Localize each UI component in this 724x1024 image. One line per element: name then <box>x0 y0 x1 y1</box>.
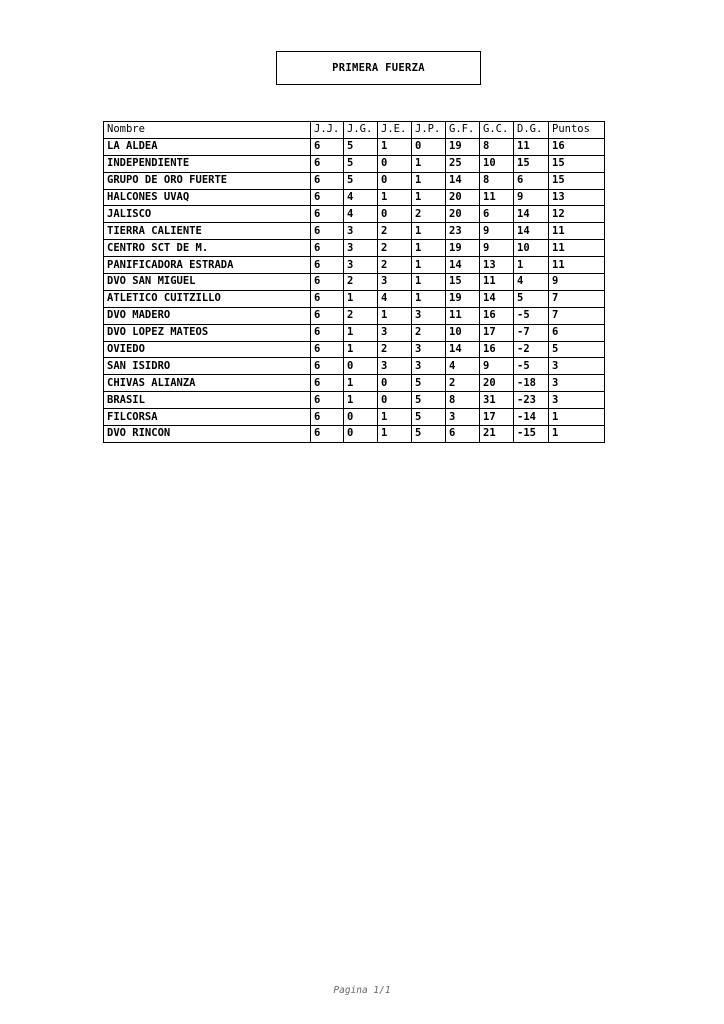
points-cell: 3 <box>549 358 605 375</box>
goals-for-cell: 6 <box>446 426 480 443</box>
goals-for-cell: 10 <box>446 324 480 341</box>
team-name-cell: ATLETICO CUITZILLO <box>104 290 311 307</box>
team-name-cell: TIERRA CALIENTE <box>104 223 311 240</box>
drawn-cell: 2 <box>378 223 412 240</box>
col-header-jg: J.G. <box>344 122 378 139</box>
table-header-row <box>104 122 605 139</box>
table-row <box>104 240 605 257</box>
lost-cell: 5 <box>412 375 446 392</box>
goals-for-cell: 4 <box>446 358 480 375</box>
goal-difference-cell: 6 <box>514 172 549 189</box>
team-name-cell: SAN ISIDRO <box>104 358 311 375</box>
table-row <box>104 307 605 324</box>
goals-for-cell: 2 <box>446 375 480 392</box>
page-title: PRIMERA FUERZA <box>276 51 481 85</box>
lost-cell: 2 <box>412 324 446 341</box>
won-cell: 0 <box>344 426 378 443</box>
points-cell: 3 <box>549 375 605 392</box>
won-cell: 4 <box>344 189 378 206</box>
won-cell: 5 <box>344 155 378 172</box>
goals-for-cell: 3 <box>446 409 480 426</box>
goal-difference-cell: -23 <box>514 392 549 409</box>
drawn-cell: 1 <box>378 426 412 443</box>
goals-for-cell: 14 <box>446 257 480 274</box>
table-row <box>104 155 605 172</box>
won-cell: 0 <box>344 358 378 375</box>
goal-difference-cell: -7 <box>514 324 549 341</box>
lost-cell: 5 <box>412 409 446 426</box>
played-cell: 6 <box>311 172 344 189</box>
col-header-gc: G.C. <box>480 122 514 139</box>
points-cell: 11 <box>549 240 605 257</box>
table-row <box>104 375 605 392</box>
table-row <box>104 341 605 358</box>
table-row <box>104 392 605 409</box>
table-row <box>104 138 605 155</box>
goal-difference-cell: -14 <box>514 409 549 426</box>
lost-cell: 3 <box>412 341 446 358</box>
goal-difference-cell: 10 <box>514 240 549 257</box>
goals-against-cell: 21 <box>480 426 514 443</box>
team-name-cell: DVO MADERO <box>104 307 311 324</box>
team-name-cell: OVIEDO <box>104 341 311 358</box>
played-cell: 6 <box>311 324 344 341</box>
drawn-cell: 2 <box>378 341 412 358</box>
drawn-cell: 4 <box>378 290 412 307</box>
team-name-cell: PANIFICADORA ESTRADA <box>104 257 311 274</box>
team-name-cell: JALISCO <box>104 206 311 223</box>
team-name-cell: BRASIL <box>104 392 311 409</box>
table-row <box>104 324 605 341</box>
played-cell: 6 <box>311 257 344 274</box>
goals-against-cell: 16 <box>480 307 514 324</box>
goals-against-cell: 9 <box>480 223 514 240</box>
team-name-cell: LA ALDEA <box>104 138 311 155</box>
won-cell: 3 <box>344 257 378 274</box>
goals-against-cell: 8 <box>480 138 514 155</box>
table-body <box>104 138 605 442</box>
team-name-cell: DVO SAN MIGUEL <box>104 274 311 291</box>
lost-cell: 1 <box>412 155 446 172</box>
won-cell: 3 <box>344 240 378 257</box>
goal-difference-cell: 15 <box>514 155 549 172</box>
team-name-cell: DVO LOPEZ MATEOS <box>104 324 311 341</box>
team-name-cell: GRUPO DE ORO FUERTE <box>104 172 311 189</box>
col-header-puntos: Puntos <box>549 122 605 139</box>
played-cell: 6 <box>311 138 344 155</box>
drawn-cell: 0 <box>378 155 412 172</box>
played-cell: 6 <box>311 341 344 358</box>
team-name-cell: INDEPENDIENTE <box>104 155 311 172</box>
won-cell: 5 <box>344 138 378 155</box>
lost-cell: 1 <box>412 290 446 307</box>
goals-against-cell: 9 <box>480 358 514 375</box>
lost-cell: 3 <box>412 307 446 324</box>
won-cell: 3 <box>344 223 378 240</box>
points-cell: 7 <box>549 290 605 307</box>
lost-cell: 3 <box>412 358 446 375</box>
drawn-cell: 1 <box>378 409 412 426</box>
goals-for-cell: 15 <box>446 274 480 291</box>
goals-against-cell: 14 <box>480 290 514 307</box>
played-cell: 6 <box>311 290 344 307</box>
played-cell: 6 <box>311 307 344 324</box>
goal-difference-cell: -2 <box>514 341 549 358</box>
lost-cell: 1 <box>412 257 446 274</box>
goals-against-cell: 17 <box>480 324 514 341</box>
lost-cell: 1 <box>412 274 446 291</box>
goals-for-cell: 19 <box>446 290 480 307</box>
points-cell: 15 <box>549 172 605 189</box>
won-cell: 2 <box>344 274 378 291</box>
team-name-cell: CENTRO SCT DE M. <box>104 240 311 257</box>
played-cell: 6 <box>311 409 344 426</box>
won-cell: 4 <box>344 206 378 223</box>
goals-against-cell: 16 <box>480 341 514 358</box>
points-cell: 1 <box>549 426 605 443</box>
goals-against-cell: 17 <box>480 409 514 426</box>
table-row <box>104 290 605 307</box>
lost-cell: 5 <box>412 392 446 409</box>
col-header-nombre: Nombre <box>104 122 311 139</box>
goal-difference-cell: 4 <box>514 274 549 291</box>
goals-for-cell: 19 <box>446 240 480 257</box>
col-header-jp: J.P. <box>412 122 446 139</box>
goals-for-cell: 20 <box>446 189 480 206</box>
drawn-cell: 0 <box>378 392 412 409</box>
played-cell: 6 <box>311 358 344 375</box>
goal-difference-cell: -15 <box>514 426 549 443</box>
goals-against-cell: 13 <box>480 257 514 274</box>
drawn-cell: 3 <box>378 274 412 291</box>
goal-difference-cell: 14 <box>514 206 549 223</box>
drawn-cell: 3 <box>378 358 412 375</box>
goal-difference-cell: 14 <box>514 223 549 240</box>
goals-against-cell: 9 <box>480 240 514 257</box>
goals-for-cell: 14 <box>446 172 480 189</box>
drawn-cell: 0 <box>378 172 412 189</box>
goal-difference-cell: -18 <box>514 375 549 392</box>
points-cell: 15 <box>549 155 605 172</box>
drawn-cell: 0 <box>378 375 412 392</box>
goals-for-cell: 20 <box>446 206 480 223</box>
goal-difference-cell: 9 <box>514 189 549 206</box>
drawn-cell: 2 <box>378 240 412 257</box>
played-cell: 6 <box>311 426 344 443</box>
col-header-dg: D.G. <box>514 122 549 139</box>
lost-cell: 1 <box>412 189 446 206</box>
won-cell: 1 <box>344 290 378 307</box>
lost-cell: 5 <box>412 426 446 443</box>
points-cell: 7 <box>549 307 605 324</box>
won-cell: 0 <box>344 409 378 426</box>
points-cell: 16 <box>549 138 605 155</box>
goals-for-cell: 23 <box>446 223 480 240</box>
won-cell: 5 <box>344 172 378 189</box>
goal-difference-cell: -5 <box>514 358 549 375</box>
points-cell: 12 <box>549 206 605 223</box>
goals-for-cell: 8 <box>446 392 480 409</box>
team-name-cell: DVO RINCON <box>104 426 311 443</box>
drawn-cell: 0 <box>378 206 412 223</box>
won-cell: 1 <box>344 392 378 409</box>
points-cell: 3 <box>549 392 605 409</box>
won-cell: 1 <box>344 324 378 341</box>
goals-against-cell: 11 <box>480 274 514 291</box>
goals-against-cell: 20 <box>480 375 514 392</box>
table-row <box>104 223 605 240</box>
won-cell: 2 <box>344 307 378 324</box>
table-row <box>104 172 605 189</box>
goals-for-cell: 25 <box>446 155 480 172</box>
goals-for-cell: 14 <box>446 341 480 358</box>
lost-cell: 1 <box>412 223 446 240</box>
lost-cell: 1 <box>412 240 446 257</box>
points-cell: 11 <box>549 257 605 274</box>
lost-cell: 0 <box>412 138 446 155</box>
col-header-jj: J.J. <box>311 122 344 139</box>
drawn-cell: 1 <box>378 307 412 324</box>
drawn-cell: 1 <box>378 189 412 206</box>
goal-difference-cell: 11 <box>514 138 549 155</box>
table-row <box>104 274 605 291</box>
drawn-cell: 3 <box>378 324 412 341</box>
played-cell: 6 <box>311 206 344 223</box>
table-row <box>104 257 605 274</box>
team-name-cell: CHIVAS ALIANZA <box>104 375 311 392</box>
goal-difference-cell: 1 <box>514 257 549 274</box>
goals-for-cell: 19 <box>446 138 480 155</box>
played-cell: 6 <box>311 240 344 257</box>
table-row <box>104 206 605 223</box>
lost-cell: 2 <box>412 206 446 223</box>
table-row <box>104 189 605 206</box>
table-row <box>104 358 605 375</box>
col-header-gf: G.F. <box>446 122 480 139</box>
won-cell: 1 <box>344 375 378 392</box>
lost-cell: 1 <box>412 172 446 189</box>
won-cell: 1 <box>344 341 378 358</box>
played-cell: 6 <box>311 223 344 240</box>
points-cell: 13 <box>549 189 605 206</box>
goals-against-cell: 11 <box>480 189 514 206</box>
goals-for-cell: 11 <box>446 307 480 324</box>
goals-against-cell: 8 <box>480 172 514 189</box>
goal-difference-cell: -5 <box>514 307 549 324</box>
points-cell: 5 <box>549 341 605 358</box>
page-number: Pagina 1/1 <box>333 985 391 996</box>
points-cell: 9 <box>549 274 605 291</box>
drawn-cell: 2 <box>378 257 412 274</box>
team-name-cell: HALCONES UVAQ <box>104 189 311 206</box>
team-name-cell: FILCORSA <box>104 409 311 426</box>
goals-against-cell: 31 <box>480 392 514 409</box>
drawn-cell: 1 <box>378 138 412 155</box>
standings-table <box>103 121 605 443</box>
played-cell: 6 <box>311 189 344 206</box>
goal-difference-cell: 5 <box>514 290 549 307</box>
points-cell: 6 <box>549 324 605 341</box>
table-row <box>104 426 605 443</box>
goals-against-cell: 6 <box>480 206 514 223</box>
played-cell: 6 <box>311 392 344 409</box>
goals-against-cell: 10 <box>480 155 514 172</box>
col-header-je: J.E. <box>378 122 412 139</box>
played-cell: 6 <box>311 274 344 291</box>
played-cell: 6 <box>311 155 344 172</box>
played-cell: 6 <box>311 375 344 392</box>
points-cell: 11 <box>549 223 605 240</box>
table-row <box>104 409 605 426</box>
points-cell: 1 <box>549 409 605 426</box>
